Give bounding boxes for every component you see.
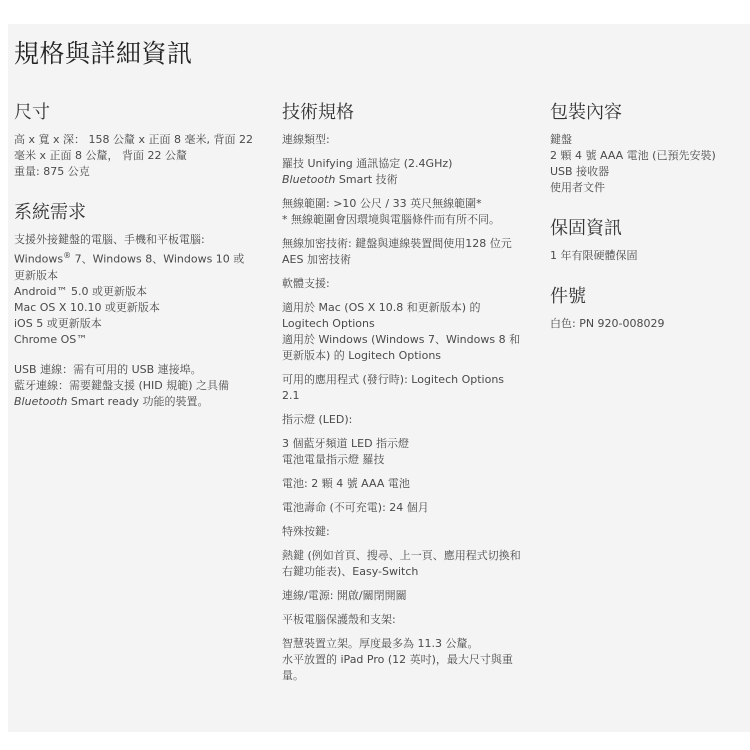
- right-column: [550, 98, 745, 332]
- connection-value: 羅技 Unifying 通訊協定 (2.4GHz): [282, 157, 453, 170]
- spec-app: [282, 372, 522, 404]
- sysreq-bt-prefix: 藍牙連線：需要鍵盤支援 (HID 規範) 之具備: [14, 378, 230, 392]
- part-number-text: 白色: PN 920-008029: [550, 317, 665, 330]
- spec-stand-value: [282, 636, 522, 684]
- software-win: 適用於 Windows (Windows 7、Windows 8 和更新版本) 的 Logitech Options: [282, 333, 521, 362]
- spec-battery: [282, 476, 522, 492]
- range-value: 無線範圍: >10 公尺 / 33 英尺無線範圍*: [282, 197, 482, 210]
- sysreq-bt-suffix: Smart ready 功能的裝置。: [67, 394, 209, 408]
- sysreq-android: Android™ 5.0 或更新版本: [14, 284, 148, 298]
- spec-software-value: [282, 300, 522, 364]
- special-keys-value: 熱鍵 (例如首頁、搜尋、上一頁、應用程式切換和右鍵功能表)、Easy-Switch: [282, 549, 521, 578]
- warranty-title: 保固資訊: [550, 218, 622, 239]
- spec-range: [282, 196, 522, 228]
- special-keys-label: 特殊按鍵:: [282, 525, 330, 538]
- sysreq-mac: Mac OS X 10.10 或更新版本: [14, 300, 160, 314]
- sysreq-windows: [14, 248, 254, 284]
- system-requirements-title: 系統需求: [14, 202, 86, 223]
- sysreq-chrome: Chrome OS™: [14, 332, 88, 346]
- led-value-1: 3 個藍牙頻道 LED 指示燈: [282, 437, 410, 450]
- connection-bt-suffix: Smart 技術: [335, 173, 398, 186]
- led-value-2: 電池電量指示燈 羅技: [282, 453, 385, 466]
- power-value: 連線/電源: 開啟/關閉開關: [282, 589, 407, 602]
- warranty-text: 1 年有限硬體保固: [550, 249, 638, 262]
- sysreq-windows-suffix: 7、Windows 8、Windows 10 或更新版本: [14, 252, 245, 282]
- spec-connection-value: [282, 156, 522, 188]
- battery-life-value: 電池壽命 (不可充電): 24 個月: [282, 501, 429, 514]
- stand-value-1: 智慧裝置立架。厚度最多為 11.3 公釐。: [282, 637, 479, 650]
- spec-power: [282, 588, 522, 604]
- page-title: 規格與詳細資訊: [14, 39, 193, 68]
- connection-bt-italic: Bluetooth: [282, 173, 336, 186]
- app-value: 可用的應用程式 (發行時): Logitech Options 2.1: [282, 373, 505, 402]
- connection-label: 連線類型:: [282, 133, 330, 146]
- range-note: * 無線範圍會因環境與電腦條件而有所不同。: [282, 213, 500, 226]
- battery-value: 電池: 2 顆 4 號 AAA 電池: [282, 477, 410, 490]
- software-mac: 適用於 Mac (OS X 10.8 和更新版本) 的 Logitech Options: [282, 301, 481, 330]
- spec-software-label: [282, 276, 522, 292]
- led-label: 指示燈 (LED):: [282, 413, 353, 426]
- technical-specs-title: 技術規格: [282, 102, 354, 123]
- dimensions-size: 高 x 寬 x 深： 158 公釐 x 正面 8 毫米, 背面 22 毫米 x 正面 8 公釐， 背面 22 公釐: [14, 133, 253, 162]
- connection-bluetooth: [282, 172, 522, 188]
- spec-special-keys-label: [282, 524, 522, 540]
- package-item: USB 接收器: [550, 165, 610, 178]
- spec-battery-life: [282, 500, 522, 516]
- sysreq-ios: iOS 5 或更新版本: [14, 316, 102, 330]
- sysreq-bt-italic: Bluetooth: [14, 394, 68, 408]
- spec-connection-label: [282, 132, 522, 148]
- middle-column: [282, 98, 522, 692]
- software-label: 軟體支援:: [282, 277, 330, 290]
- package-item: 使用者文件: [550, 181, 605, 194]
- dimensions-weight: 重量: 875 公克: [14, 165, 90, 178]
- sysreq-bluetooth: [14, 378, 254, 410]
- left-column: [14, 98, 254, 410]
- spec-encryption: [282, 236, 522, 268]
- stand-value-2: 水平放置的 iPad Pro (12 英吋)，最大尺寸與重量。: [282, 653, 513, 682]
- sysreq-intro: 支援外接鍵盤的電腦、手機和平板電腦:: [14, 233, 205, 246]
- spec-special-keys-value: [282, 548, 522, 580]
- package-title: 包裝內容: [550, 102, 622, 123]
- spec-led-value: [282, 436, 522, 468]
- sysreq-windows-prefix: Windows: [14, 252, 64, 266]
- part-number-title: 件號: [550, 286, 586, 307]
- sysreq-usb: USB 連線：需有可用的 USB 連接埠。: [14, 362, 202, 376]
- dimensions-title: 尺寸: [14, 102, 50, 123]
- spec-stand-label: [282, 612, 522, 628]
- package-item: 鍵盤: [550, 133, 572, 146]
- encryption-value: 無線加密技術: 鍵盤與連線裝置間使用128 位元 AES 加密技術: [282, 237, 512, 266]
- registered-mark: ®: [63, 251, 72, 260]
- package-item: 2 顆 4 號 AAA 電池 (已預先安裝): [550, 149, 716, 162]
- spec-led-label: [282, 412, 522, 428]
- stand-label: 平板電腦保護殼和支架:: [282, 613, 396, 626]
